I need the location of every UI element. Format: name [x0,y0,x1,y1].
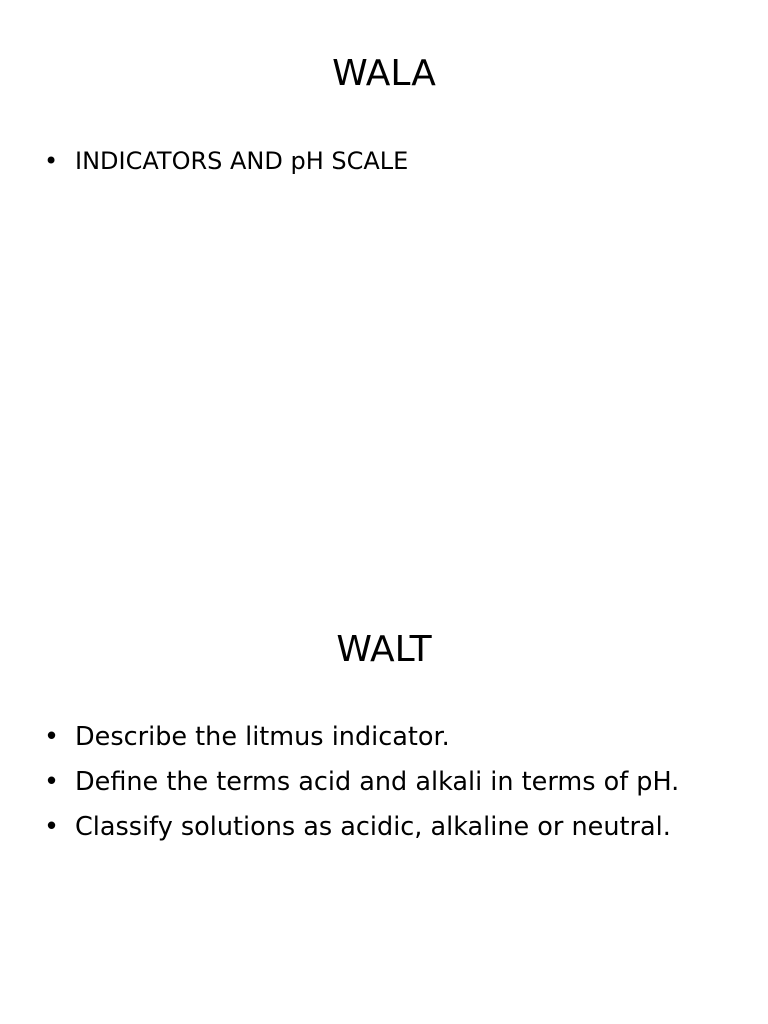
bullet-item [44,761,724,803]
bullet-item [44,142,724,180]
slide-title: WALT [336,629,432,670]
bullet-icon: • [44,722,60,752]
bullet-list [44,716,724,851]
bullet-text: Classify solutions as acidic, alkaline or neutral. [75,812,671,842]
bullet-icon: • [44,767,60,797]
bullet-text: INDICATORS AND pH SCALE [75,147,409,175]
bullet-text: Describe the litmus indicator. [75,722,450,752]
slide-walt [0,576,768,1024]
bullet-item [44,806,724,848]
bullet-item [44,716,724,758]
bullet-list [44,142,724,192]
bullet-text: Define the terms acid and alkali in terms of pH. [75,767,680,797]
bullet-icon: • [44,812,60,842]
bullet-icon: • [44,147,59,175]
slide-title: WALA [332,53,436,94]
